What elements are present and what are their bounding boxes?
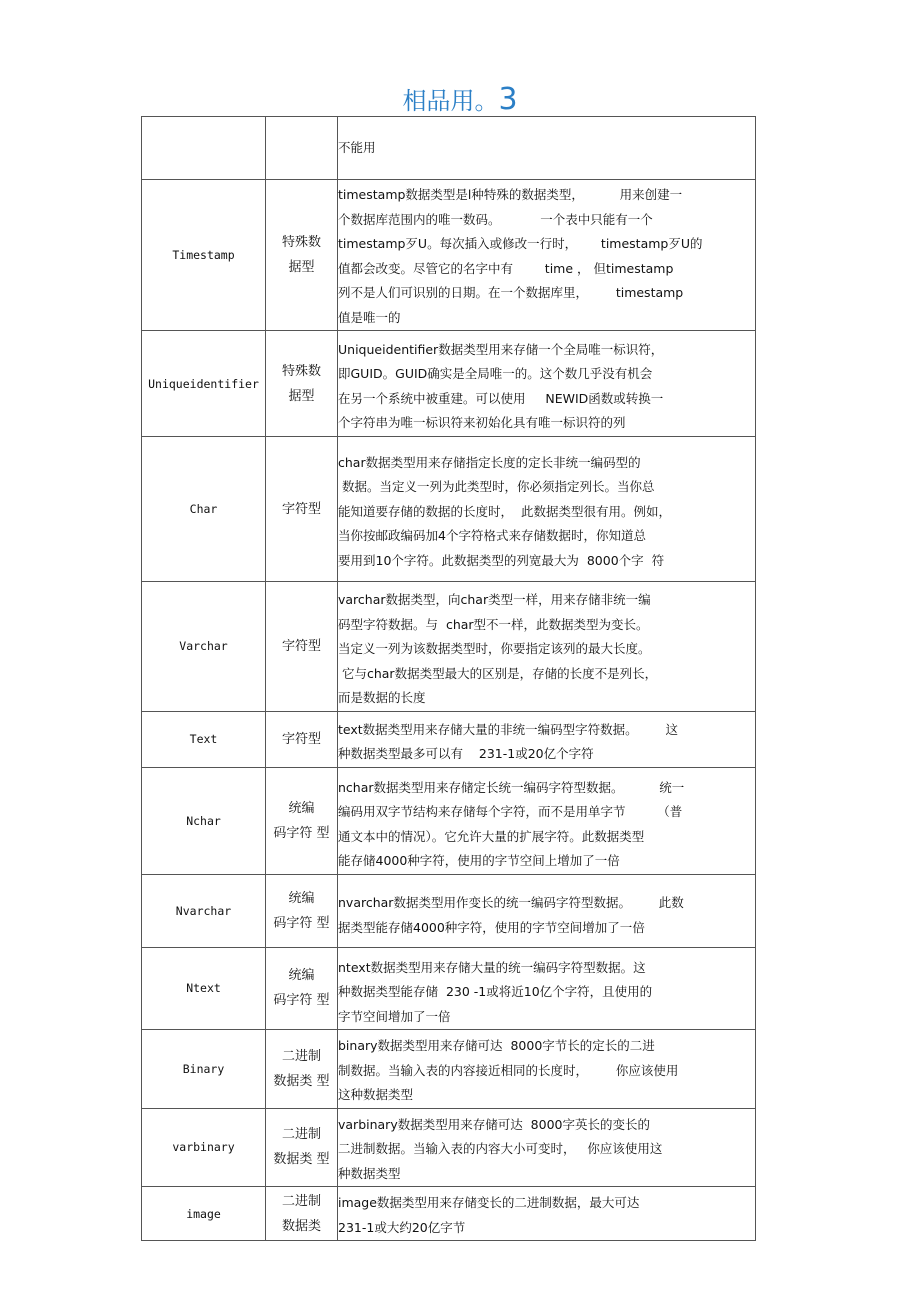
data-type-category-cell	[266, 767, 338, 874]
data-type-description-cell	[338, 331, 756, 437]
table-row	[142, 947, 756, 1030]
description-line: 当你按邮政编码加4个字符格式来存储数据时，你知道总	[338, 528, 646, 544]
data-type-category-line: 据型	[288, 260, 315, 275]
page-heading-number: 3	[498, 82, 518, 117]
description-line: 231-1或大约20亿字节	[338, 1219, 466, 1235]
description-line: char数据类型用来存储指定长度的定长非统一编码型的	[338, 454, 641, 470]
data-type-name-cell: Text	[142, 711, 266, 767]
data-type-category-line: 数据类	[281, 1218, 321, 1234]
data-type-name-cell	[142, 117, 266, 180]
data-type-description-cell	[338, 1187, 756, 1241]
description-line: 据类型能存储4000种字符，使用的字节空间增加了一倍	[338, 919, 645, 935]
data-type-category-line: 字符型	[281, 501, 321, 517]
description-line: 在另一个系统中被重建。可以使用 NEWID函数或转换一	[338, 390, 664, 406]
table-row	[142, 711, 756, 767]
data-type-name-cell: varbinary	[142, 1108, 266, 1187]
data-type-name-cell: Varchar	[142, 582, 266, 712]
data-type-category-cell	[266, 874, 338, 947]
data-type-category-line: 特殊数	[281, 363, 321, 379]
table-row	[142, 117, 756, 180]
data-type-category-line: 据型	[288, 388, 315, 404]
table-row	[142, 331, 756, 437]
data-type-category-line: 码字符 型	[273, 825, 330, 841]
description-line: nchar数据类型用来存储定长统一编码字符型数据。 统一	[338, 779, 685, 795]
description-line: varchar数据类型，向char类型一样，用来存储非统一编	[338, 592, 651, 607]
description-line: 能知道要存储的数据的长度时， 此数据类型很有用。例如，	[338, 503, 671, 519]
data-type-category-line: 码字符 型	[273, 915, 330, 931]
description-line: 制数据。当输入表的内容接近相同的长度时， 你应该使用	[338, 1062, 679, 1078]
data-type-name-cell: Nchar	[142, 767, 266, 874]
description-line: binary数据类型用来存储可达 8000字节长的定长的二进	[338, 1038, 655, 1053]
data-type-category-line: 数据类 型	[273, 1152, 330, 1168]
data-type-category-line: 二进制	[281, 1048, 321, 1064]
data-type-category-cell	[266, 180, 338, 331]
data-type-category-line: 码字符 型	[273, 993, 330, 1009]
description-line: 二进制数据。当输入表的内容大小可变时， 你应该使用这	[338, 1141, 663, 1156]
data-type-name-cell: Uniqueidentifier	[142, 331, 266, 437]
data-type-category-cell	[266, 331, 338, 437]
description-line: 列不是人们可识别的日期。在一个数据库里， timestamp	[338, 285, 684, 300]
description-line: 它与char数据类型最大的区别是，存储的长度不是列长，	[338, 665, 658, 681]
description-line: 值都会改变。尽管它的名字中有 time ， 但timestamp	[338, 260, 674, 276]
description-line: 码型字符数据。与 char型不一样，此数据类型为变长。	[338, 616, 649, 632]
description-line: 即GUID。GUID确实是全局唯一的。这个数几乎没有机会	[338, 366, 653, 381]
table-row	[142, 180, 756, 331]
data-type-description-cell	[338, 711, 756, 767]
data-type-category-line: 字符型	[281, 731, 321, 747]
data-type-category-line: 二进制	[281, 1127, 321, 1143]
data-type-description-cell	[338, 767, 756, 874]
description-line: 值是唯一的	[338, 309, 401, 325]
data-type-category-line: 二进制	[281, 1193, 321, 1209]
data-type-name-cell: Nvarchar	[142, 874, 266, 947]
data-type-table-body	[142, 117, 756, 1241]
data-type-category-cell	[266, 947, 338, 1030]
data-type-description-cell	[338, 437, 756, 582]
table-row	[142, 1108, 756, 1187]
table-row	[142, 1030, 756, 1109]
data-type-description-cell	[338, 1030, 756, 1109]
description-line: 字节空间增加了一倍	[338, 1008, 451, 1024]
data-type-description-cell	[338, 947, 756, 1030]
data-type-category-line: 数据类 型	[273, 1073, 330, 1089]
description-line: 数据。当定义一列为此类型时，你必须指定列长。当你总	[338, 479, 655, 495]
data-type-name-cell: Timestamp	[142, 180, 266, 331]
page-heading	[0, 82, 920, 118]
data-type-category-line: 特殊数	[281, 235, 321, 250]
data-type-category-cell	[266, 582, 338, 712]
page-heading-text: 相品用。	[402, 87, 499, 115]
description-line: 通文本中的情况）。它允许大量的扩展字符。此数据类型	[338, 828, 645, 844]
description-line: 不能用	[338, 139, 376, 155]
data-type-description-cell	[338, 582, 756, 712]
description-line: Uniqueidentifier数据类型用来存储一个全局唯一标识符，	[338, 341, 664, 357]
description-line: 种数据类型	[338, 1165, 401, 1181]
data-type-category-line: 统编	[288, 968, 315, 984]
data-type-category-cell	[266, 1108, 338, 1187]
data-type-name-cell: image	[142, 1187, 266, 1241]
data-type-category-cell	[266, 437, 338, 582]
description-line: ntext数据类型用来存储大量的统一编码字符型数据。这	[338, 959, 646, 975]
description-line: varbinary数据类型用来存储可达 8000字英长的变长的	[338, 1116, 650, 1132]
description-line: text数据类型用来存储大量的非统一编码型字符数据。 这	[338, 721, 678, 737]
data-type-table	[141, 116, 756, 1241]
table-row	[142, 767, 756, 874]
data-type-category-cell	[266, 117, 338, 180]
data-type-description-cell	[338, 874, 756, 947]
data-type-name-cell: Char	[142, 437, 266, 582]
table-row	[142, 437, 756, 582]
description-line: image数据类型用来存储变长的二进制数据，最大可达	[338, 1195, 640, 1210]
description-line: 这种数据类型	[338, 1087, 414, 1102]
data-type-category-cell	[266, 1187, 338, 1241]
description-line: 种数据类型最多可以有 231-1或20亿个字符	[338, 746, 594, 761]
data-type-category-cell	[266, 711, 338, 767]
table-row	[142, 874, 756, 947]
description-line: 个数据库范围内的唯一数码。 一个表中只能有一个	[338, 211, 653, 227]
data-type-category-line: 字符型	[281, 638, 321, 654]
data-type-description-cell	[338, 117, 756, 180]
description-line: 能存储4000种字符，使用的字节空间上增加了一倍	[338, 853, 620, 868]
data-type-category-line: 统编	[288, 800, 315, 816]
data-type-category-cell	[266, 1030, 338, 1109]
description-line: 要用到10个字符。此数据类型的列宽最大为 8000个字 符	[338, 552, 665, 568]
description-line: 编码用双字节结构来存储每个字符，而不是用单字节 （普	[338, 804, 683, 819]
description-line: 种数据类型能存储 230 -1或将近10亿个字符，且使用的	[338, 984, 653, 999]
data-type-name-cell: Ntext	[142, 947, 266, 1030]
data-type-name-cell: Binary	[142, 1030, 266, 1109]
description-line: 而是数据的长度	[338, 690, 426, 705]
description-line: nvarchar数据类型用作变长的统一编码字符型数据。 此数	[338, 895, 684, 910]
table-row	[142, 1187, 756, 1241]
table-row	[142, 582, 756, 712]
data-type-description-cell	[338, 180, 756, 331]
description-line: 个字符串为唯一标识符来初始化具有唯一标识符的列	[338, 415, 626, 430]
description-line: timestamp歹U。每次插入或修改一行时， timestamp歹U的	[338, 236, 703, 251]
data-type-description-cell	[338, 1108, 756, 1187]
data-type-category-line: 统编	[288, 890, 315, 906]
description-line: 当定义一列为该数据类型时，你要指定该列的最大长度。	[338, 641, 651, 656]
description-line: timestamp数据类型是l种特殊的数据类型， 用来创建一	[338, 187, 683, 202]
